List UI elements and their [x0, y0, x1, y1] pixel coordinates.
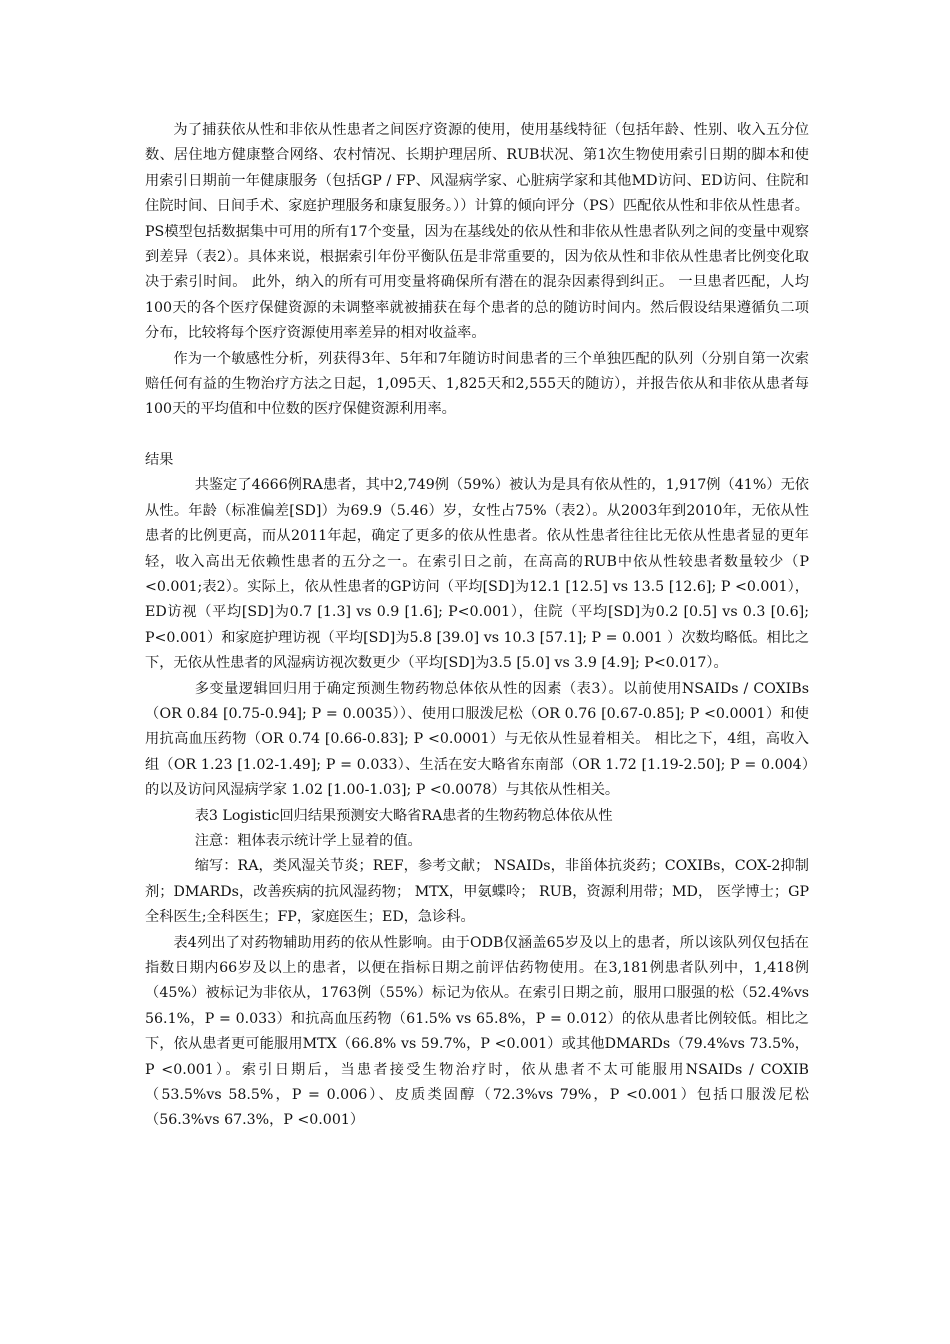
methods-paragraph-ps-matching: 为了捕获依从性和非依从性患者之间医疗资源的使用，使用基线特征（包括年龄、性别、收入五分位数、居住地方健康整合网络、农村情况、长期护理居所、RUB状况、第1次生物使用索引日期的脚本和使用索引日期前一年健康服务（包括GP / FP、风湿病学家、心脏病学家和其他MD访问、ED访问、住院和住院时间、日间手术、家庭护理服务和康复服务。））计算的倾向评分（PS）匹配依从性和非依从性患者。 PS模型包括数据集中可用的所有17个变量，因为在基线处的依从性和非依从性患者队列之间的变量中观察到差异（表2）。具体来说，根据索引年份平衡队伍是非常重要的，因为依从性和非依从性患者比例变化取决于索引时间。 此外，纳入的所有可用变量将确保所有潜在的混杂因素得到纠正。 一旦患者匹配，人均100天的各个医疗保健资源的未调整率就被捕获在每个患者的总的随访时间内。然后假设结果遵循负二项分布，比较将每个医疗资源使用率差异的相对收益率。	[145, 122, 809, 342]
document-page	[145, 118, 809, 1134]
results-heading: 结果	[145, 451, 174, 468]
methods-paragraph-sensitivity: 作为一个敏感性分析，列获得3年、5年和7年随访时间患者的三个单独匹配的队列（分别自第一次索赔任何有益的生物治疗方法之日起，1,095天、1,825天和2,555天的随访），并报告依从和非依从患者每100天的平均值和中位数的医疗保健资源利用率。	[145, 350, 809, 418]
table-note: 注意：粗体表示统计学上显着的值。	[194, 832, 422, 849]
results-paragraph-cohort: 共鉴定了4666例RA患者，其中2,749例（59%）被认为是具有依从性的，1,917例（41%）无依从性。年龄（标准偏差[SD]）为69.9（5.46）岁，女性占75%（表2）。从2003年到2010年，无依从性患者的比例更高，而从2011年起，确定了更多的依从性患者。依从性患者往往比无依从性患者显的更年轻，收入高出无依赖性患者的五分之一。在索引日之前，在高高的RUB中依从性较患者数量较少（P <0.001;表2）。实际上，依从性患者的GP访问（平均[SD]为12.1 [12.5] vs 13.5 [12.6]; P <0.001），ED访视（平均[SD]为0.7 [1.3] vs 0.9 [1.6]; P<0.001），住院（平均[SD]为0.2 [0.5] vs 0.3 [0.6]; P<0.001）和家庭护理访视（平均[SD]为5.8 [39.0] vs 10.3 [57.1]; P = 0.001 ）次数均略低。相比之下，无依从性患者的风湿病访视次数更少（平均[SD]为3.5 [5.0] vs 3.9 [4.9]; P<0.017）。	[145, 477, 810, 672]
table3-caption: 表3 Logistic回归结果预测安大略省RA患者的生物药物总体依从性	[194, 807, 613, 824]
table-abbreviations: 缩写：RA，类风湿关节炎；REF，参考文献； NSAIDs，非甾体抗炎药；COXIBs，COX-2抑制剂；DMARDs，改善疾病的抗风湿药物； MTX，甲氨蝶呤； RUB，资源利用带；MD， 医学博士；GP 全科医生;全科医生；FP，家庭医生；ED，急诊科。	[145, 858, 809, 926]
results-paragraph-regression: 多变量逻辑回归用于确定预测生物药物总体依从性的因素（表3）。以前使用NSAIDs / COXIBs（OR 0.84 [0.75-0.94]; P = 0.0035））、使用口服泼尼松（OR 0.76 [0.67-0.85]; P <0.0001）和使用抗高血压药物（OR 0.74 [0.66-0.83]; P <0.0001）与无依从性显着相关。 相比之下，4组，高收入组（OR 1.23 [1.02-1.49]; P = 0.033）、生活在安大略省东南部（OR 1.72 [1.19-2.50]; P = 0.004）的以及访问风湿病学家 1.02 [1.00-1.03]; P <0.0078）与其依从性相关。	[145, 680, 809, 799]
results-paragraph-comedication: 表4列出了对药物辅助用药的依从性影响。由于ODB仅涵盖65岁及以上的患者，所以该队列仅包括在指数日期内66岁及以上的患者，以便在指标日期之前评估药物使用。在3,181例患者队列中，1,418例（45%）被标记为非依从，1763例（55%）标记为依从。在索引日期之前，服用口服强的松（52.4%vs 56.1%，P = 0.033）和抗高血压药物（61.5% vs 65.8%，P = 0.012）的依从患者比例较低。相比之下，依从患者更可能服用MTX（66.8% vs 59.7%，P <0.001）或其他DMARDs（79.4%vs 73.5%，P <0.001）。索引日期后，当患者接受生物治疗时，依从患者不太可能服用NSAIDs / COXIB（53.5%vs 58.5%，P = 0.006）、皮质类固醇（72.3%vs 79%，P <0.001）包括口服泼尼松（56.3%vs 67.3%，P <0.001）	[145, 934, 809, 1129]
